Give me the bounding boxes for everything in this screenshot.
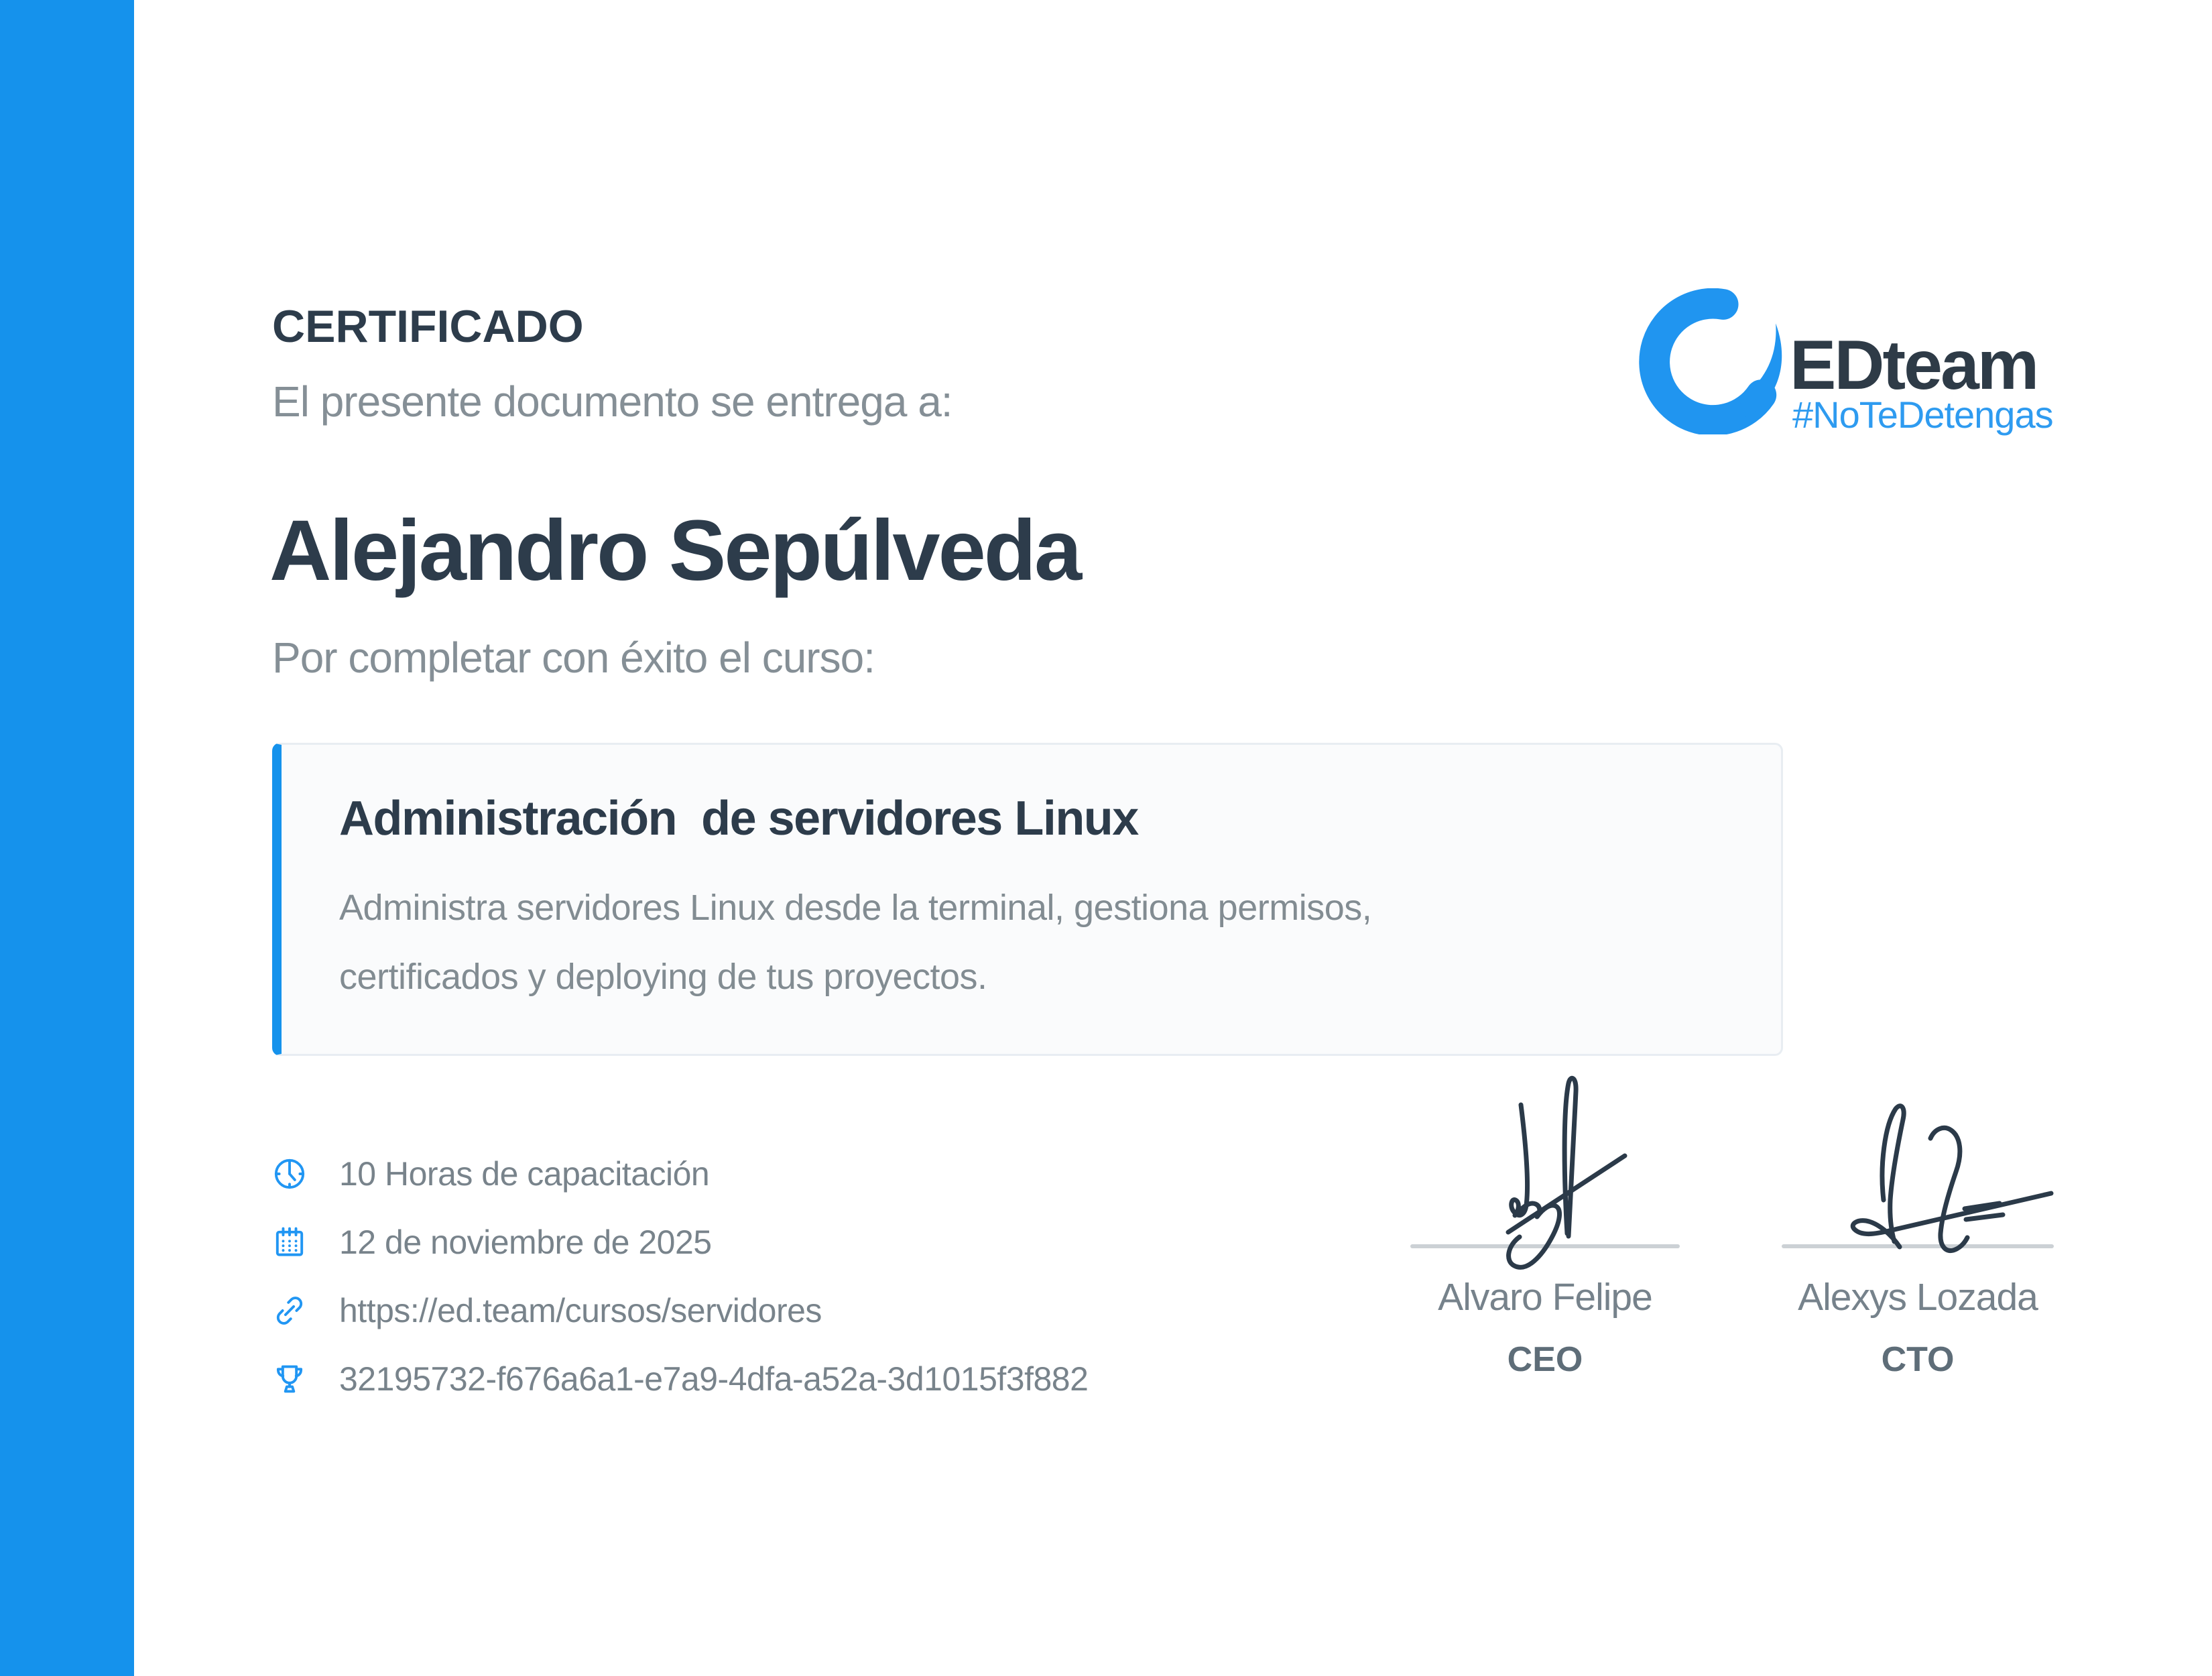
left-accent-bar — [0, 0, 134, 1676]
clock-icon — [272, 1156, 307, 1191]
duration-text: 10 Horas de capacitación — [339, 1155, 710, 1193]
edteam-logo — [1637, 287, 2079, 441]
course-description-line: certificados y deploying de tus proyectos. — [339, 957, 987, 997]
cto-name: Alexys Lozada — [1798, 1276, 2038, 1319]
link-icon — [272, 1293, 307, 1328]
recipient-name: Alejandro Sepúlveda — [269, 503, 1081, 599]
ceo-name: Alvaro Felipe — [1438, 1276, 1652, 1319]
edteam-brand-text: EDteam — [1790, 326, 2038, 404]
certificate-reason: Por completar con éxito el curso: — [272, 634, 875, 682]
cto-signature — [1776, 1066, 2078, 1287]
course-card — [272, 743, 1783, 1056]
list-item-url — [272, 1293, 1088, 1328]
certificate-kicker: CERTIFICADO — [272, 301, 584, 352]
cto-role: CTO — [1881, 1340, 1955, 1379]
edteam-tagline: #NoTeDetengas — [1792, 394, 2053, 436]
course-description-line: Administra servidores Linux desde la terminal, gestiona permisos, — [339, 888, 1372, 928]
list-item-date — [272, 1225, 1088, 1260]
course-description — [339, 874, 1741, 1012]
course-title: Administración de servidores Linux — [339, 792, 1138, 845]
ceo-role: CEO — [1507, 1340, 1583, 1379]
certificate-id-text: 32195732-f676a6a1-e7a9-4dfa-a52a-3d1015f3f882 — [339, 1360, 1089, 1398]
course-meta-list — [272, 1156, 1088, 1396]
course-url-text: https://ed.team/cursos/servidores — [339, 1292, 822, 1329]
date-text: 12 de noviembre de 2025 — [339, 1223, 712, 1261]
trophy-icon — [272, 1362, 307, 1396]
list-item-duration — [272, 1156, 1088, 1191]
calendar-icon — [272, 1225, 307, 1260]
list-item-certificate-id — [272, 1362, 1088, 1396]
certificate-intro: El presente documento se entrega a: — [272, 377, 953, 426]
edteam-swoosh-icon — [1637, 288, 1783, 437]
